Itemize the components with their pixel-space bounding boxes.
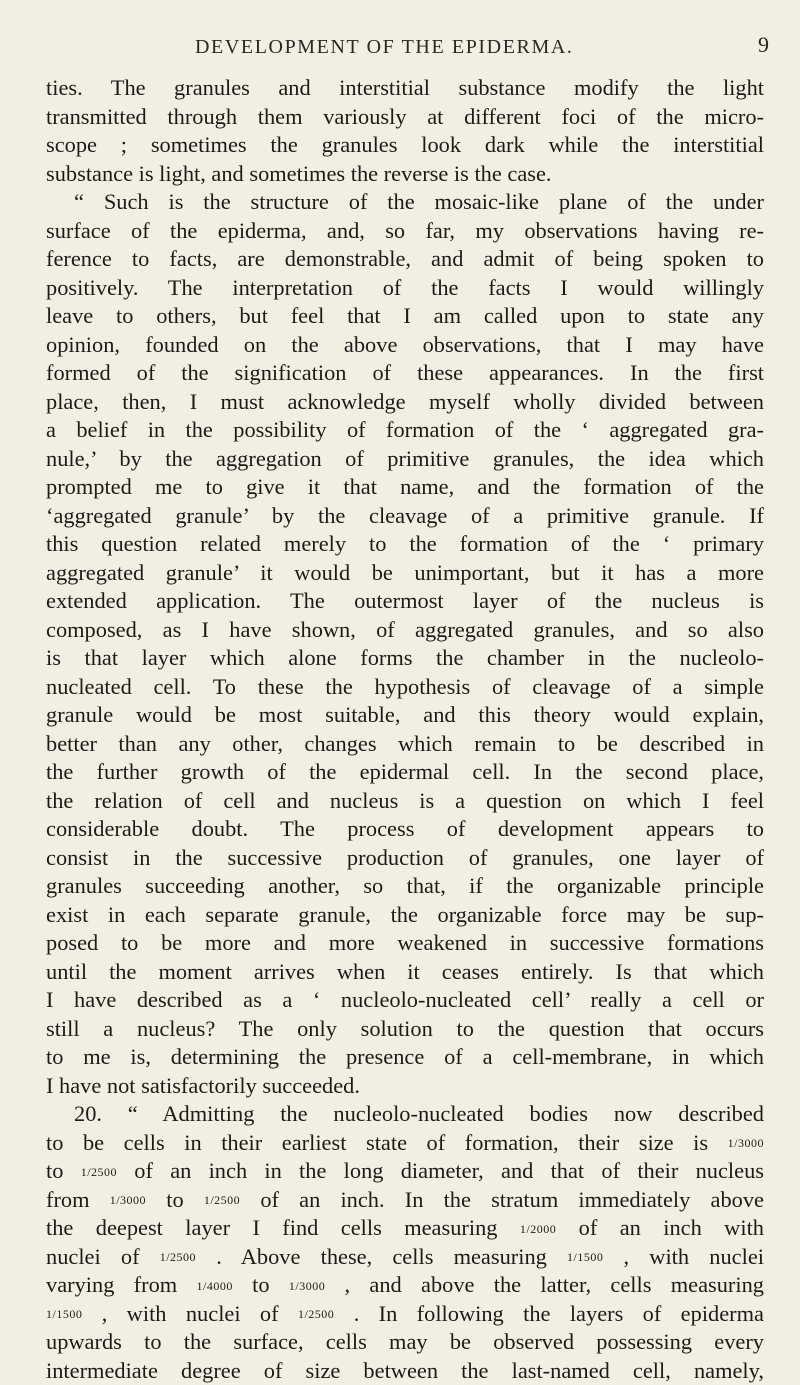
text-run: intermediate degree of size between the last-named cell, namely, xyxy=(46,1358,764,1383)
text-run: better than any other, changes which remain to be described in xyxy=(46,731,764,756)
text-run: I have not satisfactorily succeeded. xyxy=(46,1073,360,1098)
text-run: varying from xyxy=(46,1272,177,1297)
text-run: posed to be more and more weakened in successive formations xyxy=(46,930,764,955)
text-line xyxy=(46,758,764,787)
text-run: substance is light, and sometimes the reverse is the case. xyxy=(46,161,552,186)
fraction: 1/2000 xyxy=(520,1215,556,1244)
fraction: 1/2500 xyxy=(204,1186,240,1215)
running-head: DEVELOPMENT OF THE EPIDERMA. xyxy=(195,36,574,59)
text-line xyxy=(46,359,764,388)
text-line xyxy=(46,1271,764,1300)
text-run: surface of the epiderma, and, so far, my observations having re- xyxy=(46,218,764,243)
text-line xyxy=(46,1243,764,1272)
text-line xyxy=(46,1157,764,1186)
text-run: to xyxy=(166,1187,183,1212)
text-line xyxy=(46,986,764,1015)
text-run: “ Such is the structure of the mosaic-like plane of the under xyxy=(74,189,764,214)
text-line xyxy=(46,1357,764,1385)
text-run: considerable doubt. The process of development appears to xyxy=(46,816,764,841)
text-line xyxy=(46,74,764,103)
text-run: place, then, I must acknowledge myself wholly divided between xyxy=(46,389,764,414)
text-run: to be cells in their earliest state of formation, their size is xyxy=(46,1130,708,1155)
page-number: 9 xyxy=(758,32,769,58)
text-run: the relation of cell and nucleus is a question on which I feel xyxy=(46,788,764,813)
fraction: 1/1500 xyxy=(46,1300,82,1329)
text-line xyxy=(46,673,764,702)
text-line xyxy=(46,1043,764,1072)
fraction: 1/4000 xyxy=(197,1272,233,1301)
text-run: nule,’ by the aggregation of primitive granules, the idea which xyxy=(46,446,764,471)
text-run: scope ; sometimes the granules look dark while the interstitial xyxy=(46,132,764,157)
text-line xyxy=(46,160,764,189)
text-run: prompted me to give it that name, and the formation of the xyxy=(46,474,764,499)
text-run: the further growth of the epidermal cell. In the second place, xyxy=(46,759,764,784)
text-run: aggregated granule’ it would be unimportant, but it has a more xyxy=(46,560,764,585)
text-line xyxy=(46,388,764,417)
text-run: , with nuclei xyxy=(624,1244,764,1269)
text-run: a belief in the possibility of formation of the ‘ aggregated gra- xyxy=(46,417,764,442)
text-run: ‘aggregated granule’ by the cleavage of a primitive granule. If xyxy=(46,503,764,528)
text-run: composed, as I have shown, of aggregated granules, and so also xyxy=(46,617,764,642)
fraction: 1/1500 xyxy=(567,1243,603,1272)
text-run: to me is, determining the presence of a cell-membrane, in which xyxy=(46,1044,764,1069)
fraction: 1/3000 xyxy=(728,1129,764,1158)
text-line xyxy=(46,559,764,588)
text-line xyxy=(46,872,764,901)
text-run: 20. “ Admitting the nucleolo-nucleated bodies now described xyxy=(74,1101,764,1126)
text-run: opinion, founded on the above observations, that I may have xyxy=(46,332,764,357)
text-run: nuclei of xyxy=(46,1244,140,1269)
text-run: upwards to the surface, cells may be observed possessing every xyxy=(46,1329,764,1354)
text-run: from xyxy=(46,1187,90,1212)
text-run: . In following the layers of epiderma xyxy=(354,1301,764,1326)
text-line xyxy=(46,1328,764,1357)
text-run: I have described as a ‘ nucleolo-nucleated cell’ really a cell or xyxy=(46,987,764,1012)
text-run: ties. The granules and interstitial substance modify the light xyxy=(46,75,764,100)
fraction: 1/3000 xyxy=(110,1186,146,1215)
text-run: this question related merely to the formation of the ‘ primary xyxy=(46,531,764,556)
text-line xyxy=(46,502,764,531)
text-line xyxy=(46,217,764,246)
text-run: . Above these, cells measuring xyxy=(216,1244,547,1269)
text-line xyxy=(46,530,764,559)
text-line xyxy=(46,302,764,331)
text-line xyxy=(46,1015,764,1044)
text-run: still a nucleus? The only solution to the question that occurs xyxy=(46,1016,764,1041)
text-line xyxy=(46,844,764,873)
fraction: 1/3000 xyxy=(289,1272,325,1301)
text-run: transmitted through them variously at different foci of the micro- xyxy=(46,104,764,129)
text-run: the deepest layer I find cells measuring xyxy=(46,1215,497,1240)
text-run: formed of the signification of these appearances. In the first xyxy=(46,360,764,385)
text-run: of an inch with xyxy=(579,1215,764,1240)
text-line xyxy=(46,1129,764,1158)
body-text xyxy=(46,74,764,1385)
text-line xyxy=(46,1100,764,1129)
text-run: until the moment arrives when it ceases entirely. Is that which xyxy=(46,959,764,984)
text-run: ference to facts, are demonstrable, and admit of being spoken to xyxy=(46,246,764,271)
text-run: extended application. The outermost layer of the nucleus is xyxy=(46,588,764,613)
text-run: granule would be most suitable, and this theory would explain, xyxy=(46,702,764,727)
text-line xyxy=(46,188,764,217)
text-line xyxy=(46,958,764,987)
text-run: to xyxy=(46,1158,63,1183)
text-line xyxy=(46,416,764,445)
text-run: to xyxy=(252,1272,269,1297)
text-line xyxy=(46,274,764,303)
text-run: of an inch in the long diameter, and that of their nucleus xyxy=(134,1158,764,1183)
text-line xyxy=(46,1300,764,1329)
text-run: consist in the successive production of granules, one layer of xyxy=(46,845,764,870)
text-run: leave to others, but feel that I am called upon to state any xyxy=(46,303,764,328)
text-line xyxy=(46,1186,764,1215)
fraction: 1/2500 xyxy=(298,1300,334,1329)
text-run: , with nuclei of xyxy=(102,1301,279,1326)
text-run: granules succeeding another, so that, if the organizable principle xyxy=(46,873,764,898)
text-line xyxy=(46,929,764,958)
text-line xyxy=(46,131,764,160)
text-line xyxy=(46,103,764,132)
text-line xyxy=(46,331,764,360)
text-line xyxy=(46,245,764,274)
text-line xyxy=(46,701,764,730)
fraction: 1/2500 xyxy=(160,1243,196,1272)
text-line xyxy=(46,730,764,759)
text-line xyxy=(46,1214,764,1243)
text-run: is that layer which alone forms the chamber in the nucleolo- xyxy=(46,645,764,670)
text-run: , and above the latter, cells measuring xyxy=(345,1272,764,1297)
text-line xyxy=(46,901,764,930)
text-line xyxy=(46,616,764,645)
text-run: exist in each separate granule, the organizable force may be sup- xyxy=(46,902,764,927)
text-line xyxy=(46,1072,764,1101)
text-line xyxy=(46,815,764,844)
text-line xyxy=(46,644,764,673)
text-run: of an inch. In the stratum immediately above xyxy=(260,1187,764,1212)
text-line xyxy=(46,787,764,816)
text-line xyxy=(46,473,764,502)
text-line xyxy=(46,445,764,474)
fraction: 1/2500 xyxy=(81,1158,117,1187)
text-line xyxy=(46,587,764,616)
text-run: nucleated cell. To these the hypothesis of cleavage of a simple xyxy=(46,674,764,699)
text-run: positively. The interpretation of the facts I would willingly xyxy=(46,275,764,300)
